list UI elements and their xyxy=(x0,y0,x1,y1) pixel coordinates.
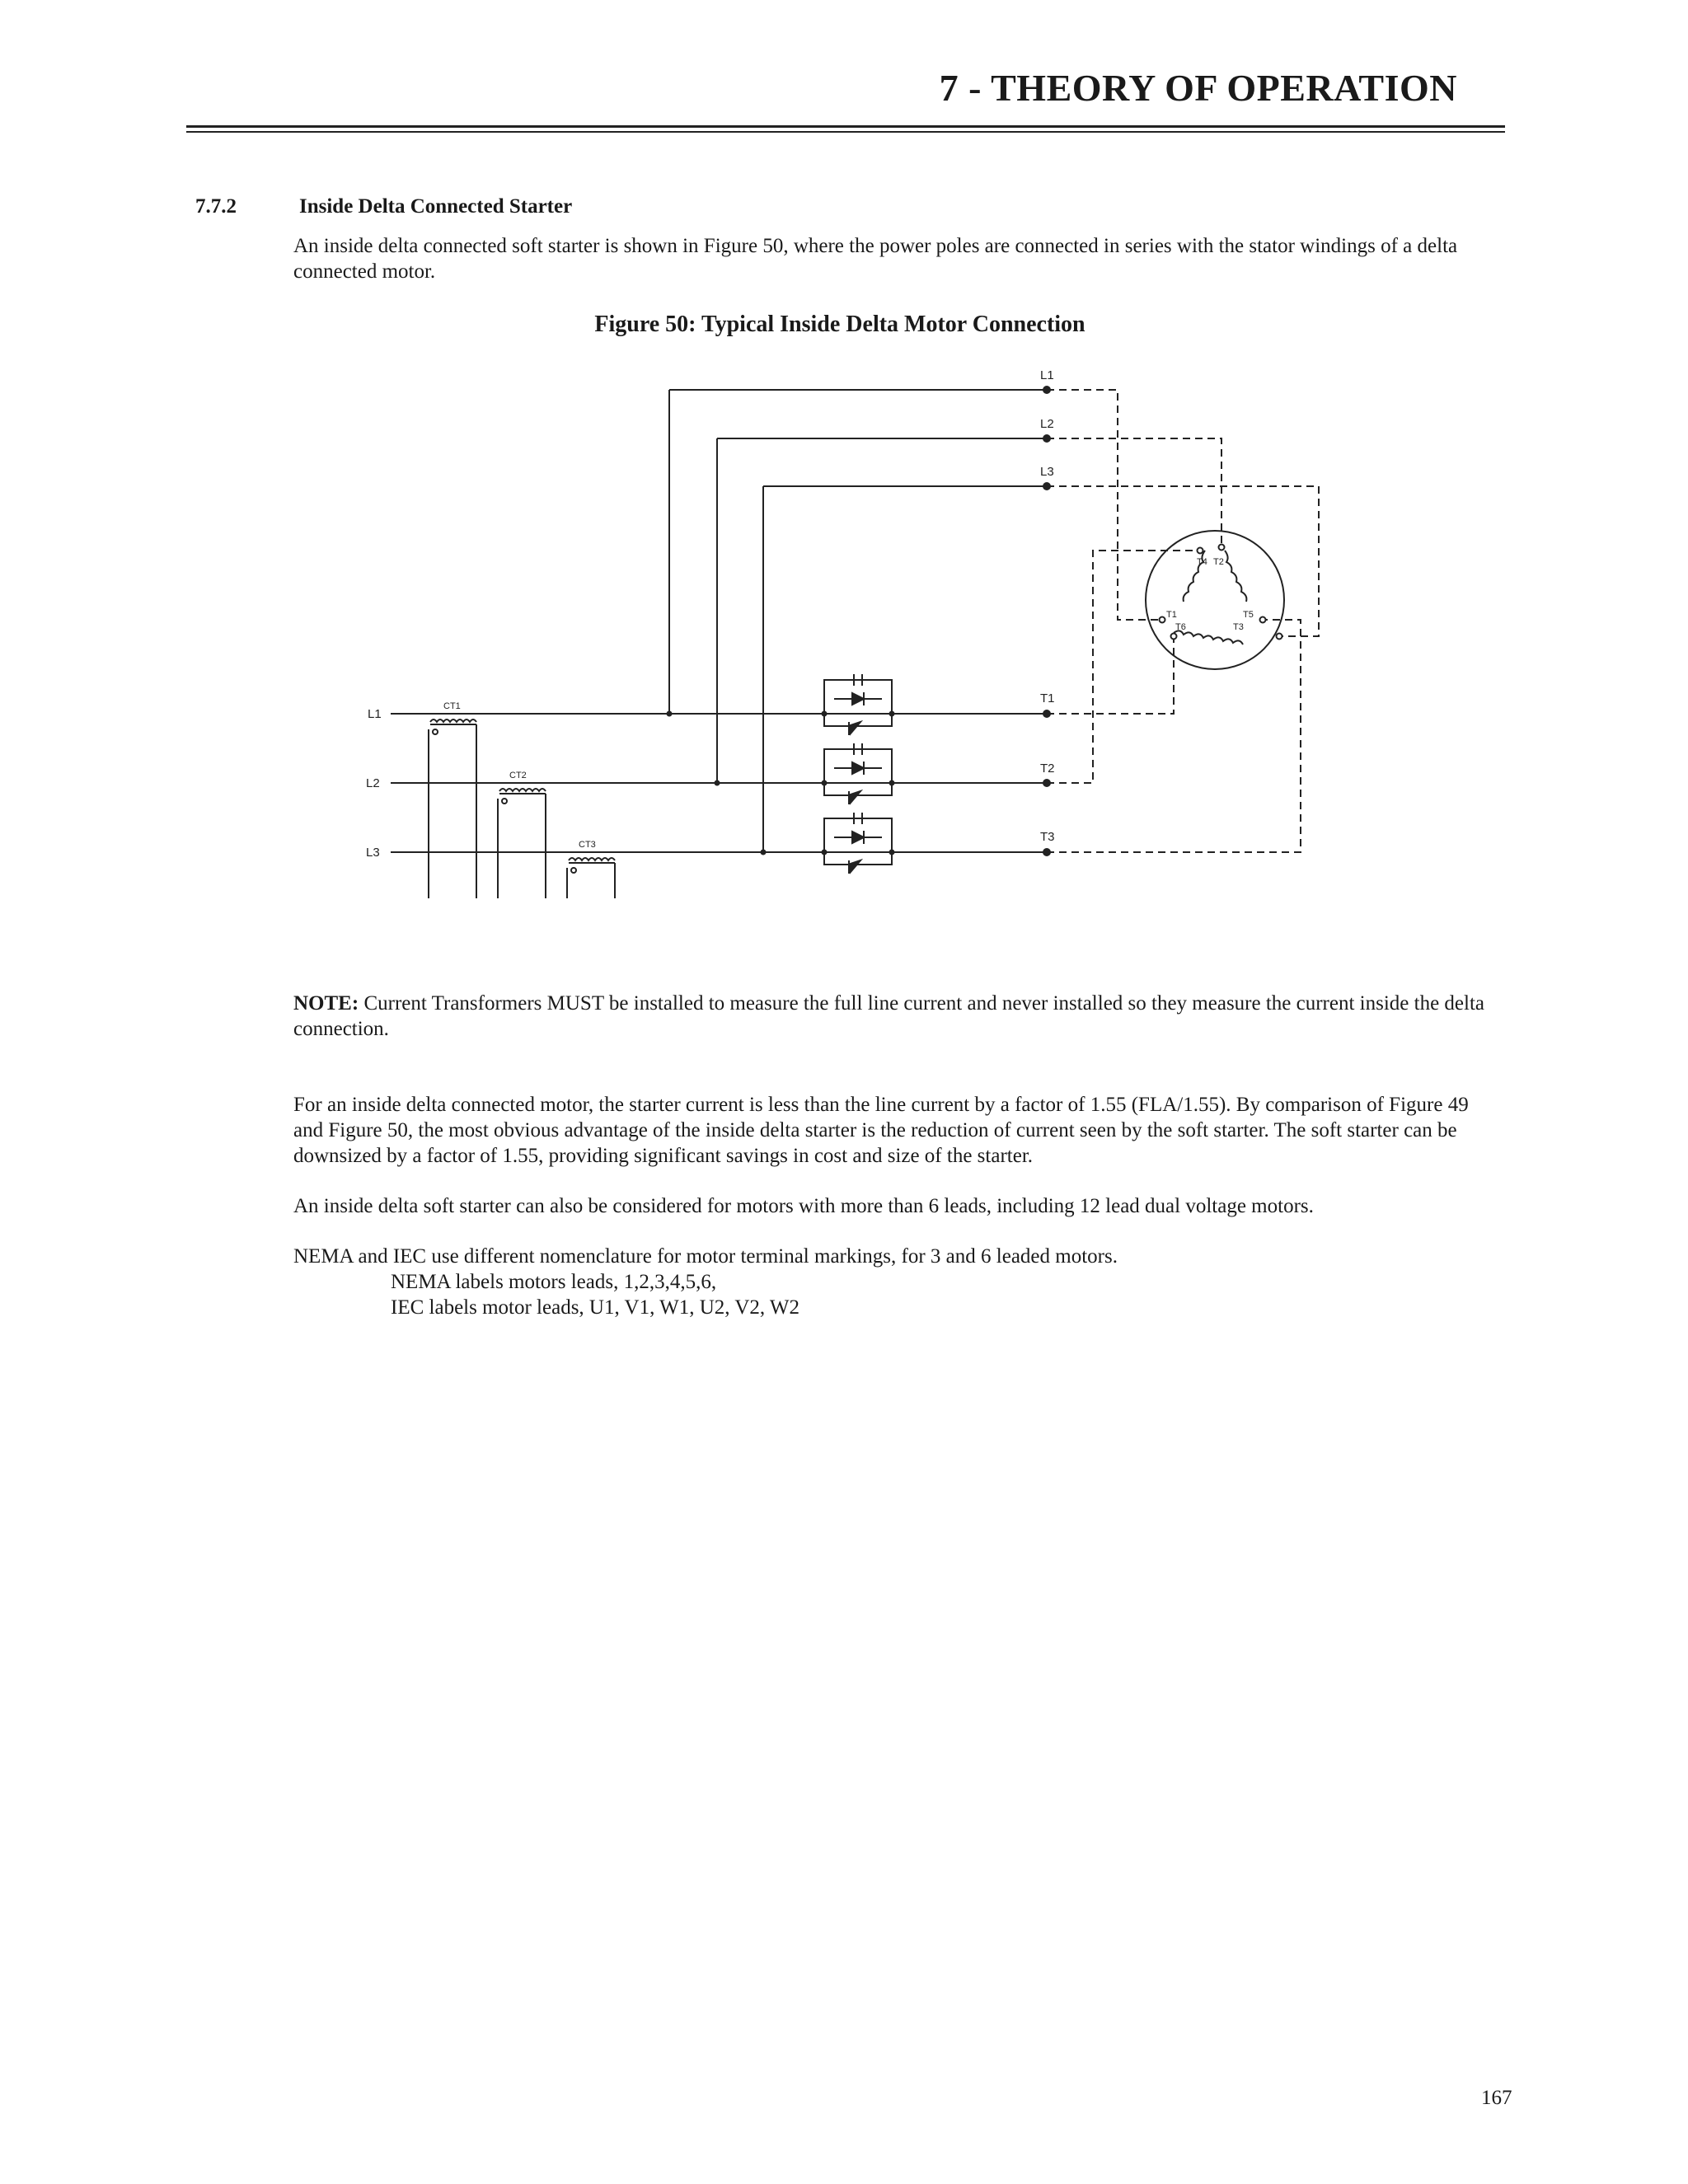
chapter-title: 7 - THEORY OF OPERATION xyxy=(939,67,1457,109)
note-paragraph xyxy=(293,991,1497,1042)
label-motor-t3: T3 xyxy=(1233,622,1244,632)
note-label: NOTE: xyxy=(293,992,359,1015)
label-motor-t4: T4 xyxy=(1197,557,1207,567)
label-motor-t5: T5 xyxy=(1243,610,1254,620)
power-pole-3 xyxy=(823,813,894,874)
ct1-transformer xyxy=(429,719,476,898)
nomenclature-text: NEMA and IEC use different nomenclature for motor terminal markings, for 3 and 6 leaded motors. xyxy=(293,1245,1118,1268)
label-left-l1: L1 xyxy=(368,707,382,721)
leads-paragraph: An inside delta soft starter can also be considered for motors with more than 6 leads, including 12 lead dual voltage motors. xyxy=(293,1195,1314,1217)
label-motor-t6: T6 xyxy=(1175,622,1186,632)
label-top-l2: L2 xyxy=(1040,417,1054,431)
label-left-l3: L3 xyxy=(366,846,380,860)
section-title: Inside Delta Connected Starter xyxy=(299,195,573,218)
inside-delta-wiring-diagram xyxy=(0,0,1688,948)
label-ct1: CT1 xyxy=(443,701,461,711)
nomenclature-paragraph xyxy=(293,1244,1497,1320)
label-t1: T1 xyxy=(1040,691,1055,705)
iec-line: IEC labels motor leads, U1, V1, W1, U2, V2, W2 xyxy=(391,1296,800,1319)
page-number: 167 xyxy=(1481,2087,1512,2109)
label-top-l1: L1 xyxy=(1040,368,1054,382)
label-left-l2: L2 xyxy=(366,776,380,790)
comparison-paragraph: For an inside delta connected motor, the starter current is less than the line current by a factor of 1.55 (FLA/1.55). By comparison of Figure 49 and Figure 50, the most obvious advantage of the inside delta starter is the reduction of current seen by the soft starter. The soft starter can be downsized by a factor of 1.55, providing significant savings in cost and size of the starter. xyxy=(293,1094,1469,1167)
nema-line: NEMA labels motors leads, 1,2,3,4,5,6, xyxy=(391,1271,717,1293)
label-t3: T3 xyxy=(1040,830,1055,844)
label-t2: T2 xyxy=(1040,762,1055,776)
note-text: Current Transformers MUST be installed to measure the full line current and never installed so they measure the current inside the delta connection. xyxy=(293,992,1485,1040)
power-pole-1 xyxy=(823,674,894,735)
motor-circle xyxy=(1146,531,1284,669)
label-ct3: CT3 xyxy=(579,840,596,850)
label-top-l3: L3 xyxy=(1040,465,1054,479)
winding-bottom xyxy=(1174,630,1243,644)
winding-right xyxy=(1225,551,1246,602)
section-number: 7.7.2 xyxy=(195,195,237,218)
label-ct2: CT2 xyxy=(509,771,527,780)
label-motor-t2: T2 xyxy=(1213,557,1224,567)
figure-title: Figure 50: Typical Inside Delta Motor Connection xyxy=(594,312,1085,337)
label-motor-t1: T1 xyxy=(1166,610,1177,620)
ct2-transformer xyxy=(498,789,546,898)
power-pole-2 xyxy=(823,743,894,804)
intro-paragraph: An inside delta connected soft starter is shown in Figure 50, where the power poles are connected in series with the stator windings of a delta connected motor. xyxy=(293,235,1458,283)
ct3-transformer xyxy=(567,858,615,898)
